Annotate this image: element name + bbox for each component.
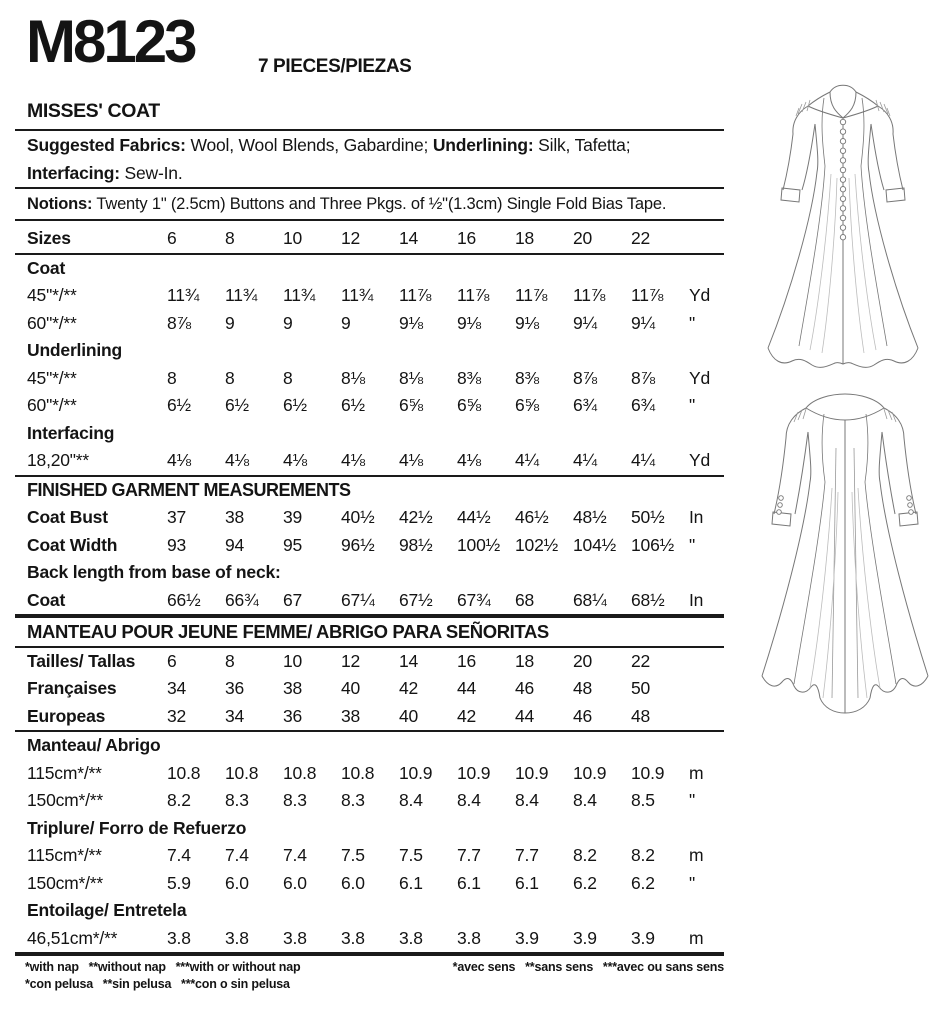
row-value: 11¾ bbox=[225, 285, 258, 305]
row-unit: " bbox=[689, 790, 696, 810]
row-value: 102½ bbox=[515, 534, 558, 555]
row-label: 46,51cm*/** bbox=[27, 927, 118, 948]
row-unit bbox=[689, 703, 724, 731]
row-value: 4⅛ bbox=[225, 450, 249, 470]
notions-paragraph bbox=[15, 189, 724, 219]
row-value: 7.5 bbox=[399, 845, 423, 865]
row-value: 7.4 bbox=[225, 845, 249, 865]
row-value: 6⅝ bbox=[515, 395, 539, 415]
coat-front-line-drawing bbox=[752, 78, 944, 396]
row-unit: m bbox=[689, 927, 704, 948]
row-value: 38 bbox=[283, 678, 303, 698]
table-section-heading: Coat bbox=[27, 257, 66, 278]
document-body bbox=[15, 129, 724, 993]
row-value: 8⅞ bbox=[573, 367, 597, 388]
table-row bbox=[15, 648, 724, 676]
row-value: 12 bbox=[341, 650, 361, 671]
table-row bbox=[15, 703, 724, 731]
row-unit: Yd bbox=[689, 285, 711, 305]
row-unit: " bbox=[689, 872, 696, 893]
row-unit: " bbox=[689, 395, 696, 415]
row-value: 16 bbox=[457, 650, 477, 671]
row-label: Europeas bbox=[27, 705, 106, 726]
row-value: 67¾ bbox=[457, 589, 491, 610]
table-row bbox=[15, 787, 724, 815]
row-value: 98½ bbox=[399, 534, 433, 555]
row-value: 34 bbox=[225, 705, 245, 726]
table-row bbox=[15, 225, 724, 253]
table-row bbox=[15, 870, 724, 898]
row-value: 9⅛ bbox=[457, 312, 481, 333]
row-value: 67 bbox=[283, 589, 303, 610]
coat-back-illustration bbox=[744, 388, 946, 736]
row-value: 36 bbox=[225, 678, 245, 698]
row-value: 10.9 bbox=[399, 762, 433, 783]
row-value: 10.8 bbox=[283, 762, 317, 783]
table-row bbox=[15, 760, 724, 788]
table-section-heading: Entoilage/ Entretela bbox=[27, 900, 187, 920]
table-row bbox=[15, 310, 724, 338]
row-value: 4¼ bbox=[573, 450, 597, 470]
row-value: 11¾ bbox=[283, 285, 316, 305]
table-divider bbox=[15, 952, 724, 956]
interfacing-value: Sew-In. bbox=[119, 163, 183, 183]
row-value: 14 bbox=[399, 650, 419, 671]
row-value: 37 bbox=[167, 507, 187, 527]
row-value: 4⅛ bbox=[457, 450, 481, 470]
row-value: 38 bbox=[341, 705, 361, 726]
notions-value: Twenty 1" (2.5cm) Buttons and Three Pkgs. of ½"(1.3cm) Single Fold Bias Tape. bbox=[92, 195, 667, 213]
row-value: 9 bbox=[341, 312, 351, 333]
row-value: 6.0 bbox=[225, 872, 249, 893]
row-value: 9⅛ bbox=[515, 312, 539, 333]
row-unit bbox=[689, 648, 724, 676]
row-value: 10.9 bbox=[631, 762, 665, 783]
row-value: 20 bbox=[573, 650, 593, 671]
row-value: 18 bbox=[515, 228, 535, 248]
row-value: 11⅞ bbox=[457, 285, 490, 305]
table-section-heading: Underlining bbox=[27, 340, 123, 360]
table-section-heading: Back length from base of neck: bbox=[27, 562, 281, 582]
row-value: 50½ bbox=[631, 507, 665, 527]
row-value: 10 bbox=[283, 228, 303, 248]
row-label: 60"*/** bbox=[27, 312, 77, 333]
table-section-heading: FINISHED GARMENT MEASUREMENTS bbox=[27, 479, 351, 500]
suggested-fabrics-value: Wool, Wool Blends, Gabardine; bbox=[185, 135, 433, 155]
row-value: 68½ bbox=[631, 589, 665, 610]
row-value: 8⅜ bbox=[515, 367, 539, 388]
row-value: 8.3 bbox=[225, 790, 249, 810]
row-value: 3.8 bbox=[167, 927, 191, 948]
row-value: 6 bbox=[167, 650, 177, 671]
row-value: 11⅞ bbox=[631, 285, 664, 305]
table-row bbox=[15, 842, 724, 870]
row-value: 10.9 bbox=[573, 762, 607, 783]
row-label: Coat Width bbox=[27, 534, 118, 555]
row-label: 150cm*/** bbox=[27, 790, 104, 810]
table-section-heading: Triplure/ Forro de Refuerzo bbox=[27, 817, 247, 838]
row-value: 42½ bbox=[399, 507, 433, 527]
row-value: 93 bbox=[167, 534, 187, 555]
row-label: 45"*/** bbox=[27, 285, 77, 305]
row-label: Coat Bust bbox=[27, 507, 108, 527]
row-value: 100½ bbox=[457, 534, 500, 555]
row-label: Tailles/ Tallas bbox=[27, 650, 136, 671]
row-value: 46½ bbox=[515, 507, 549, 527]
row-value: 8 bbox=[225, 367, 235, 388]
interfacing-label: Interfacing: bbox=[27, 163, 120, 183]
row-value: 8.3 bbox=[283, 790, 307, 810]
row-value: 6½ bbox=[225, 395, 249, 415]
row-value: 6.2 bbox=[631, 872, 655, 893]
row-value: 44 bbox=[457, 678, 477, 698]
row-value: 36 bbox=[283, 705, 303, 726]
row-label: Sizes bbox=[27, 228, 71, 248]
row-value: 67¼ bbox=[341, 589, 375, 610]
row-value: 3.8 bbox=[225, 927, 249, 948]
footnote-english: *with nap **without nap ***with or without nap bbox=[25, 960, 301, 974]
row-value: 6.0 bbox=[283, 872, 307, 893]
table-row bbox=[15, 675, 724, 703]
row-value: 8.4 bbox=[515, 790, 539, 810]
row-value: 7.7 bbox=[515, 845, 539, 865]
row-value: 8⅜ bbox=[457, 367, 481, 388]
row-label: 115cm*/** bbox=[27, 845, 102, 865]
row-value: 66½ bbox=[167, 589, 201, 610]
row-value: 32 bbox=[167, 705, 187, 726]
row-value: 12 bbox=[341, 228, 361, 248]
table-row bbox=[15, 447, 724, 475]
row-value: 3.9 bbox=[631, 927, 655, 948]
row-value: 9¼ bbox=[573, 312, 597, 333]
row-value: 6¾ bbox=[631, 395, 655, 415]
row-label: 18,20"** bbox=[27, 450, 90, 470]
row-label: Françaises bbox=[27, 678, 117, 698]
row-value: 8.5 bbox=[631, 790, 655, 810]
row-value: 10 bbox=[283, 650, 303, 671]
row-value: 40 bbox=[341, 678, 361, 698]
row-value: 3.8 bbox=[457, 927, 481, 948]
row-value: 6 bbox=[167, 228, 177, 248]
row-label: 45"*/** bbox=[27, 367, 77, 388]
row-value: 3.8 bbox=[399, 927, 423, 948]
row-value: 4¼ bbox=[515, 450, 539, 470]
row-value: 6.1 bbox=[457, 872, 481, 893]
suggested-fabrics-paragraph bbox=[15, 131, 724, 187]
row-value: 44 bbox=[515, 705, 535, 726]
row-value: 9¼ bbox=[631, 312, 655, 333]
row-value: 6.1 bbox=[515, 872, 539, 893]
row-value: 6.0 bbox=[341, 872, 365, 893]
row-value: 8.2 bbox=[631, 845, 655, 865]
row-unit bbox=[689, 675, 724, 703]
row-unit bbox=[689, 225, 724, 253]
row-value: 8 bbox=[283, 367, 293, 388]
footnotes bbox=[15, 959, 724, 993]
row-value: 4⅛ bbox=[283, 450, 307, 470]
row-value: 10.8 bbox=[341, 762, 375, 783]
row-value: 6⅝ bbox=[399, 395, 423, 415]
row-value: 42 bbox=[457, 705, 477, 726]
footnote-row-1 bbox=[25, 959, 724, 976]
row-value: 16 bbox=[457, 228, 477, 248]
row-value: 7.4 bbox=[167, 845, 191, 865]
row-value: 9 bbox=[225, 312, 235, 333]
row-value: 48 bbox=[573, 678, 593, 698]
row-value: 8.2 bbox=[573, 845, 597, 865]
row-value: 8⅞ bbox=[631, 367, 655, 388]
row-value: 40½ bbox=[341, 507, 375, 527]
row-unit: " bbox=[689, 534, 696, 555]
row-value: 9⅛ bbox=[399, 312, 423, 333]
row-label: 150cm*/** bbox=[27, 872, 104, 893]
table-row bbox=[15, 504, 724, 532]
row-value: 44½ bbox=[457, 507, 491, 527]
row-value: 22 bbox=[631, 650, 651, 671]
row-value: 4¼ bbox=[631, 450, 655, 470]
row-value: 8 bbox=[225, 228, 235, 248]
table-section-heading: Manteau/ Abrigo bbox=[27, 735, 161, 755]
row-value: 95 bbox=[283, 534, 303, 555]
row-value: 42 bbox=[399, 678, 419, 698]
row-value: 46 bbox=[573, 705, 593, 726]
table-section-heading: Interfacing bbox=[27, 422, 115, 443]
row-value: 7.5 bbox=[341, 845, 365, 865]
row-value: 4⅛ bbox=[399, 450, 423, 470]
row-value: 6.1 bbox=[399, 872, 423, 893]
row-value: 8⅛ bbox=[399, 367, 423, 388]
row-value: 11¾ bbox=[341, 285, 374, 305]
row-label: 60"*/** bbox=[27, 395, 77, 415]
row-value: 11¾ bbox=[167, 285, 200, 305]
row-value: 8 bbox=[167, 367, 177, 388]
row-value: 8.2 bbox=[167, 790, 191, 810]
row-unit: Yd bbox=[689, 367, 711, 388]
row-value: 48½ bbox=[573, 507, 607, 527]
foreign-section-heading: MANTEAU POUR JEUNE FEMME/ ABRIGO PARA SEÑORITAS bbox=[27, 621, 549, 642]
row-value: 3.9 bbox=[573, 927, 597, 948]
row-value: 5.9 bbox=[167, 872, 191, 893]
notions-label: Notions: bbox=[27, 195, 93, 213]
row-value: 14 bbox=[399, 228, 419, 248]
row-unit: m bbox=[689, 845, 704, 865]
row-value: 8.4 bbox=[573, 790, 597, 810]
row-value: 8 bbox=[225, 650, 235, 671]
row-value: 66¾ bbox=[225, 589, 259, 610]
row-value: 50 bbox=[631, 678, 651, 698]
footnote-spanish: *con pelusa **sin pelusa ***con o sin pelusa bbox=[25, 977, 290, 991]
row-value: 11⅞ bbox=[515, 285, 548, 305]
footnote-french: *avec sens **sans sens ***avec ou sans sens bbox=[452, 960, 724, 974]
row-value: 3.8 bbox=[341, 927, 365, 948]
row-value: 10.8 bbox=[167, 762, 201, 783]
coat-front-illustration bbox=[752, 78, 944, 396]
row-value: 22 bbox=[631, 228, 651, 248]
row-value: 68¼ bbox=[573, 589, 607, 610]
row-value: 10.9 bbox=[515, 762, 549, 783]
row-unit: Yd bbox=[689, 450, 711, 470]
row-unit: In bbox=[689, 507, 704, 527]
row-value: 6⅝ bbox=[457, 395, 481, 415]
row-value: 39 bbox=[283, 507, 303, 527]
suggested-fabrics-label: Suggested Fabrics: bbox=[27, 135, 186, 155]
row-label: 115cm*/** bbox=[27, 762, 102, 783]
row-value: 6½ bbox=[341, 395, 365, 415]
row-unit: In bbox=[689, 589, 704, 610]
row-value: 96½ bbox=[341, 534, 375, 555]
row-value: 6¾ bbox=[573, 395, 597, 415]
footnote-row-2 bbox=[25, 976, 724, 993]
row-value: 8.4 bbox=[457, 790, 481, 810]
row-unit: m bbox=[689, 762, 704, 783]
row-value: 4⅛ bbox=[167, 450, 191, 470]
row-value: 9 bbox=[283, 312, 293, 333]
row-value: 10.9 bbox=[457, 762, 491, 783]
pattern-number: M8123 bbox=[26, 8, 195, 75]
table-row bbox=[15, 587, 724, 615]
row-value: 10.8 bbox=[225, 762, 259, 783]
table-row bbox=[15, 925, 724, 953]
yardage-table bbox=[15, 221, 724, 956]
underlining-label: Underlining: bbox=[432, 135, 534, 155]
table-row bbox=[15, 532, 724, 560]
row-value: 7.4 bbox=[283, 845, 307, 865]
row-value: 34 bbox=[167, 678, 187, 698]
row-value: 18 bbox=[515, 650, 535, 671]
row-label: Coat bbox=[27, 589, 66, 610]
pieces-count-label: 7 PIECES/PIEZAS bbox=[258, 56, 412, 77]
row-value: 8.3 bbox=[341, 790, 365, 810]
coat-back-line-drawing bbox=[744, 388, 946, 736]
row-value: 8⅛ bbox=[341, 367, 365, 388]
row-value: 6½ bbox=[167, 395, 191, 415]
row-value: 20 bbox=[573, 228, 593, 248]
row-value: 6½ bbox=[283, 395, 307, 415]
row-value: 3.8 bbox=[283, 927, 307, 948]
row-value: 48 bbox=[631, 705, 651, 726]
row-value: 38 bbox=[225, 507, 245, 527]
table-row bbox=[15, 365, 724, 393]
row-value: 6.2 bbox=[573, 872, 597, 893]
table-row bbox=[15, 282, 724, 310]
row-value: 40 bbox=[399, 705, 419, 726]
row-value: 68 bbox=[515, 589, 535, 610]
garment-title: MISSES' COAT bbox=[27, 100, 160, 122]
row-value: 11⅞ bbox=[399, 285, 432, 305]
row-value: 46 bbox=[515, 678, 535, 698]
row-value: 11⅞ bbox=[573, 285, 606, 305]
row-value: 8⅞ bbox=[167, 312, 191, 333]
underlining-value: Silk, Tafetta; bbox=[533, 135, 631, 155]
row-value: 7.7 bbox=[457, 845, 481, 865]
row-value: 104½ bbox=[573, 534, 616, 555]
row-value: 8.4 bbox=[399, 790, 423, 810]
row-value: 106½ bbox=[631, 534, 674, 555]
row-value: 67½ bbox=[399, 589, 433, 610]
row-value: 3.9 bbox=[515, 927, 539, 948]
row-unit: " bbox=[689, 312, 696, 333]
table-row bbox=[15, 392, 724, 420]
row-value: 94 bbox=[225, 534, 245, 555]
row-value: 4⅛ bbox=[341, 450, 365, 470]
